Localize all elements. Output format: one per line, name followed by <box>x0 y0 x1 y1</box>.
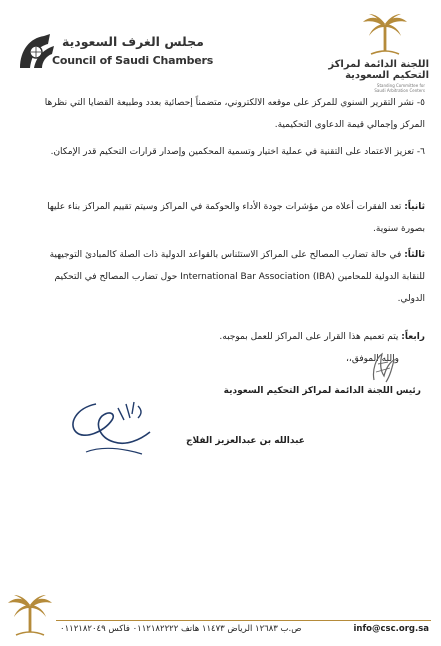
section-third-text: في حالة تضارب المصالح على المراكز الاستئناس بالقواعد الدولية ذات الصلة كالمبادئ التوجيهية للنقابة الدولية للمحامين International Bar Association (IBA) حول تضارب المصالح في التحكيم الدولي. <box>49 250 425 304</box>
committee-arabic-name-line1: اللجنة الدائمة لمراكز <box>328 59 429 70</box>
footer-palm-tree-icon <box>6 592 54 638</box>
footer-divider <box>56 620 431 621</box>
committee-arabic-name-line2: التحكيم السعودية <box>345 70 429 81</box>
council-of-saudi-chambers-logo <box>14 28 214 88</box>
council-arabic-name: مجلس الغرف السعودية <box>62 34 204 49</box>
section-fourth <box>28 326 425 348</box>
section-second-label: ثانياً: <box>404 202 425 212</box>
signatory-name: عبدالله بن عبدالعزيز الفلاج <box>186 436 305 446</box>
committee-english-name-line2: Saudi Arbitration Centers <box>374 88 425 93</box>
council-english-name: Council of Saudi Chambers <box>52 54 214 67</box>
signatory-title: رئيس اللجنة الدائمة لمراكز التحكيم السعودية <box>223 386 421 396</box>
closing-phrase: والله الموفق،، <box>346 354 399 364</box>
standing-committee-logo <box>328 12 435 102</box>
section-third-label: ثالثاً: <box>404 250 425 260</box>
section-fourth-label: رابعاً: <box>401 332 425 342</box>
palm-tree-icon <box>361 12 409 56</box>
footer-contact-bar <box>60 624 429 634</box>
clause-5: ٥- نشر التقرير السنوي للمركز على موقعه الالكتروني، متضمناً إحصائية بعدد وطبيعة القضايا التي نظرها المركز وإجمالي قيمة الدعاوى التحكيمية. <box>44 98 425 130</box>
clause-6: ٦- تعزيز الاعتماد على التقنية في عملية اختيار وتسمية المحكمين وإصدار قرارات التحكيم قدر الإمكان. <box>50 147 425 157</box>
section-fourth-text: يتم تعميم هذا القرار على المراكز للعمل بموجبه. <box>219 332 402 342</box>
initials-stamp-icon <box>368 350 398 384</box>
section-third <box>28 244 425 310</box>
section-second-text: تعد الفقرات أعلاه من مؤشرات جودة الأداء والحوكمة في المراكز وسيتم تقييم المراكز بناء عليها بصورة سنوية. <box>47 202 425 234</box>
section-second <box>28 196 425 240</box>
footer-email-link[interactable]: info@csc.org.sa <box>353 624 429 634</box>
handwritten-signature <box>66 398 158 468</box>
committee-english-name-line1: Standing Committee for <box>376 83 425 88</box>
footer-address-phone: ص.ب ١٢٦٨٣ الرياض ١١٤٧٣ هاتف ٠١١٢١٨٢٢٢٢ فاكس ٠١١٢١٨٢٠٤٩ <box>60 624 302 634</box>
